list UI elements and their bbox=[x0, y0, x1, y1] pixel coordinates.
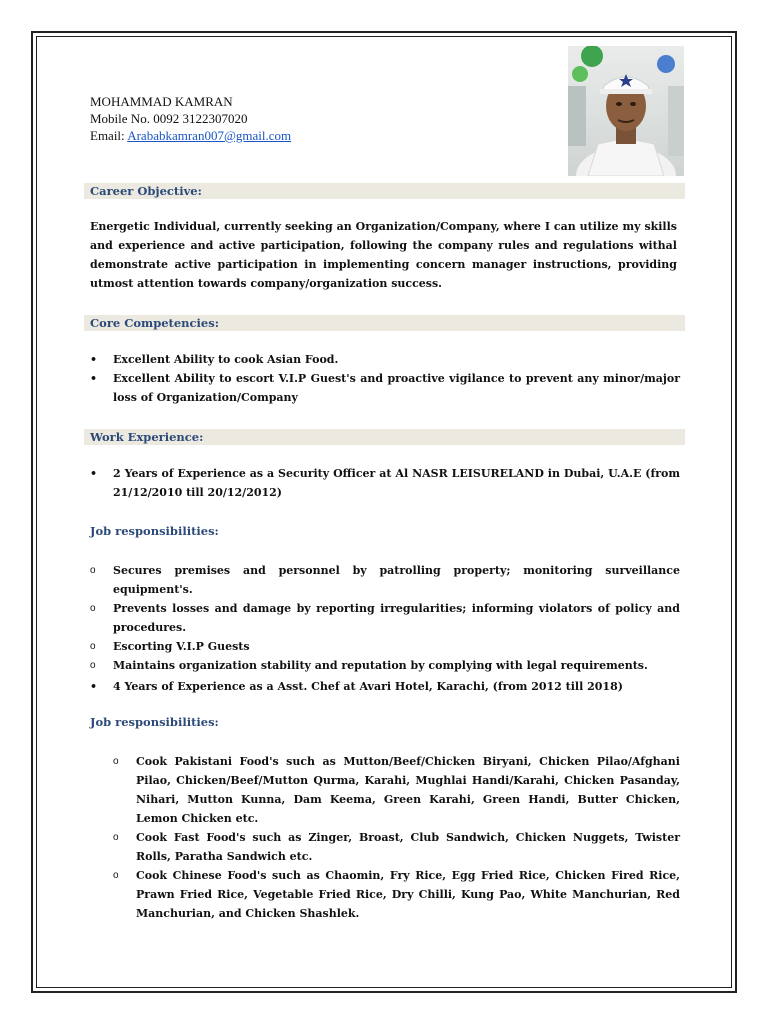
job-responsibilities-heading-2: Job responsibilities: bbox=[90, 715, 219, 729]
career-objective-text: Energetic Individual, currently seeking an Organization/Company, where I can utilize my skills and experience and active participation, following the company rules and regulations withal demonstrate active participation in implementing concern manager instructions, providing utmost attention towards company/organization success. bbox=[90, 220, 677, 290]
section-heading-core-competencies: Core Competencies: bbox=[84, 315, 685, 331]
section-heading-work-experience: Work Experience: bbox=[84, 429, 685, 445]
core-competencies-list bbox=[90, 350, 680, 407]
mobile-number: Mobile No. 0092 3122307020 bbox=[90, 111, 248, 126]
list-item: o Cook Chinese Food's such as Chaomin, Fry Rice, Egg Fried Rice, Chicken Fired Rice, Prawn Fried Rice, Vegetable Fried Rice, Dry Chilli, Kung Pao, White Manchurian, Red Manchurian, and Chicken Shashlek. bbox=[113, 866, 680, 923]
contact-block bbox=[90, 93, 291, 144]
email-link[interactable]: Arababkamran007@gmail.com bbox=[127, 128, 292, 143]
list-item: o Maintains organization stability and reputation by complying with legal requirements. bbox=[90, 656, 680, 675]
work-experience-job-2 bbox=[90, 677, 680, 696]
list-item: o Secures premises and personnel by patrolling property; monitoring surveillance equipment's. bbox=[90, 561, 680, 599]
list-item: • Excellent Ability to escort V.I.P Guest's and proactive vigilance to prevent any minor/major loss of Organization/Company bbox=[90, 369, 680, 407]
job-responsibilities-list-2 bbox=[113, 752, 680, 923]
email-label: Email: bbox=[90, 128, 128, 143]
candidate-name: MOHAMMAD KAMRAN bbox=[90, 94, 233, 109]
list-item: o Cook Pakistani Food's such as Mutton/Beef/Chicken Biryani, Chicken Pilao/Afghani Pilao, Chicken/Beef/Mutton Qurma, Karahi, Mughlai Handi/Karahi, Chicken Pasanday, Nihari, Mutton Kunna, Dam Keema, Green Karahi, Green Handi, Butter Chicken, Lemon Chicken etc. bbox=[113, 752, 680, 828]
email-line bbox=[90, 127, 291, 144]
section-heading-career-objective: Career Objective: bbox=[84, 183, 685, 199]
job-responsibilities-heading-1: Job responsibilities: bbox=[90, 524, 219, 538]
profile-photo bbox=[568, 46, 684, 176]
list-item: o Cook Fast Food's such as Zinger, Broast, Club Sandwich, Chicken Nuggets, Twister Rolls, Paratha Sandwich etc. bbox=[113, 828, 680, 866]
list-item: • Excellent Ability to cook Asian Food. bbox=[90, 350, 680, 369]
list-item: • 4 Years of Experience as a Asst. Chef at Avari Hotel, Karachi, (from 2012 till 2018) bbox=[90, 677, 680, 696]
list-item: • 2 Years of Experience as a Security Officer at Al NASR LEISURELAND in Dubai, U.A.E (from 21/12/2010 till 20/12/2012) bbox=[90, 464, 680, 502]
job-responsibilities-list-1 bbox=[90, 561, 680, 675]
list-item: o Prevents losses and damage by reporting irregularities; informing violators of policy and procedures. bbox=[90, 599, 680, 637]
list-item: o Escorting V.I.P Guests bbox=[90, 637, 680, 656]
work-experience-job-1 bbox=[90, 464, 680, 502]
